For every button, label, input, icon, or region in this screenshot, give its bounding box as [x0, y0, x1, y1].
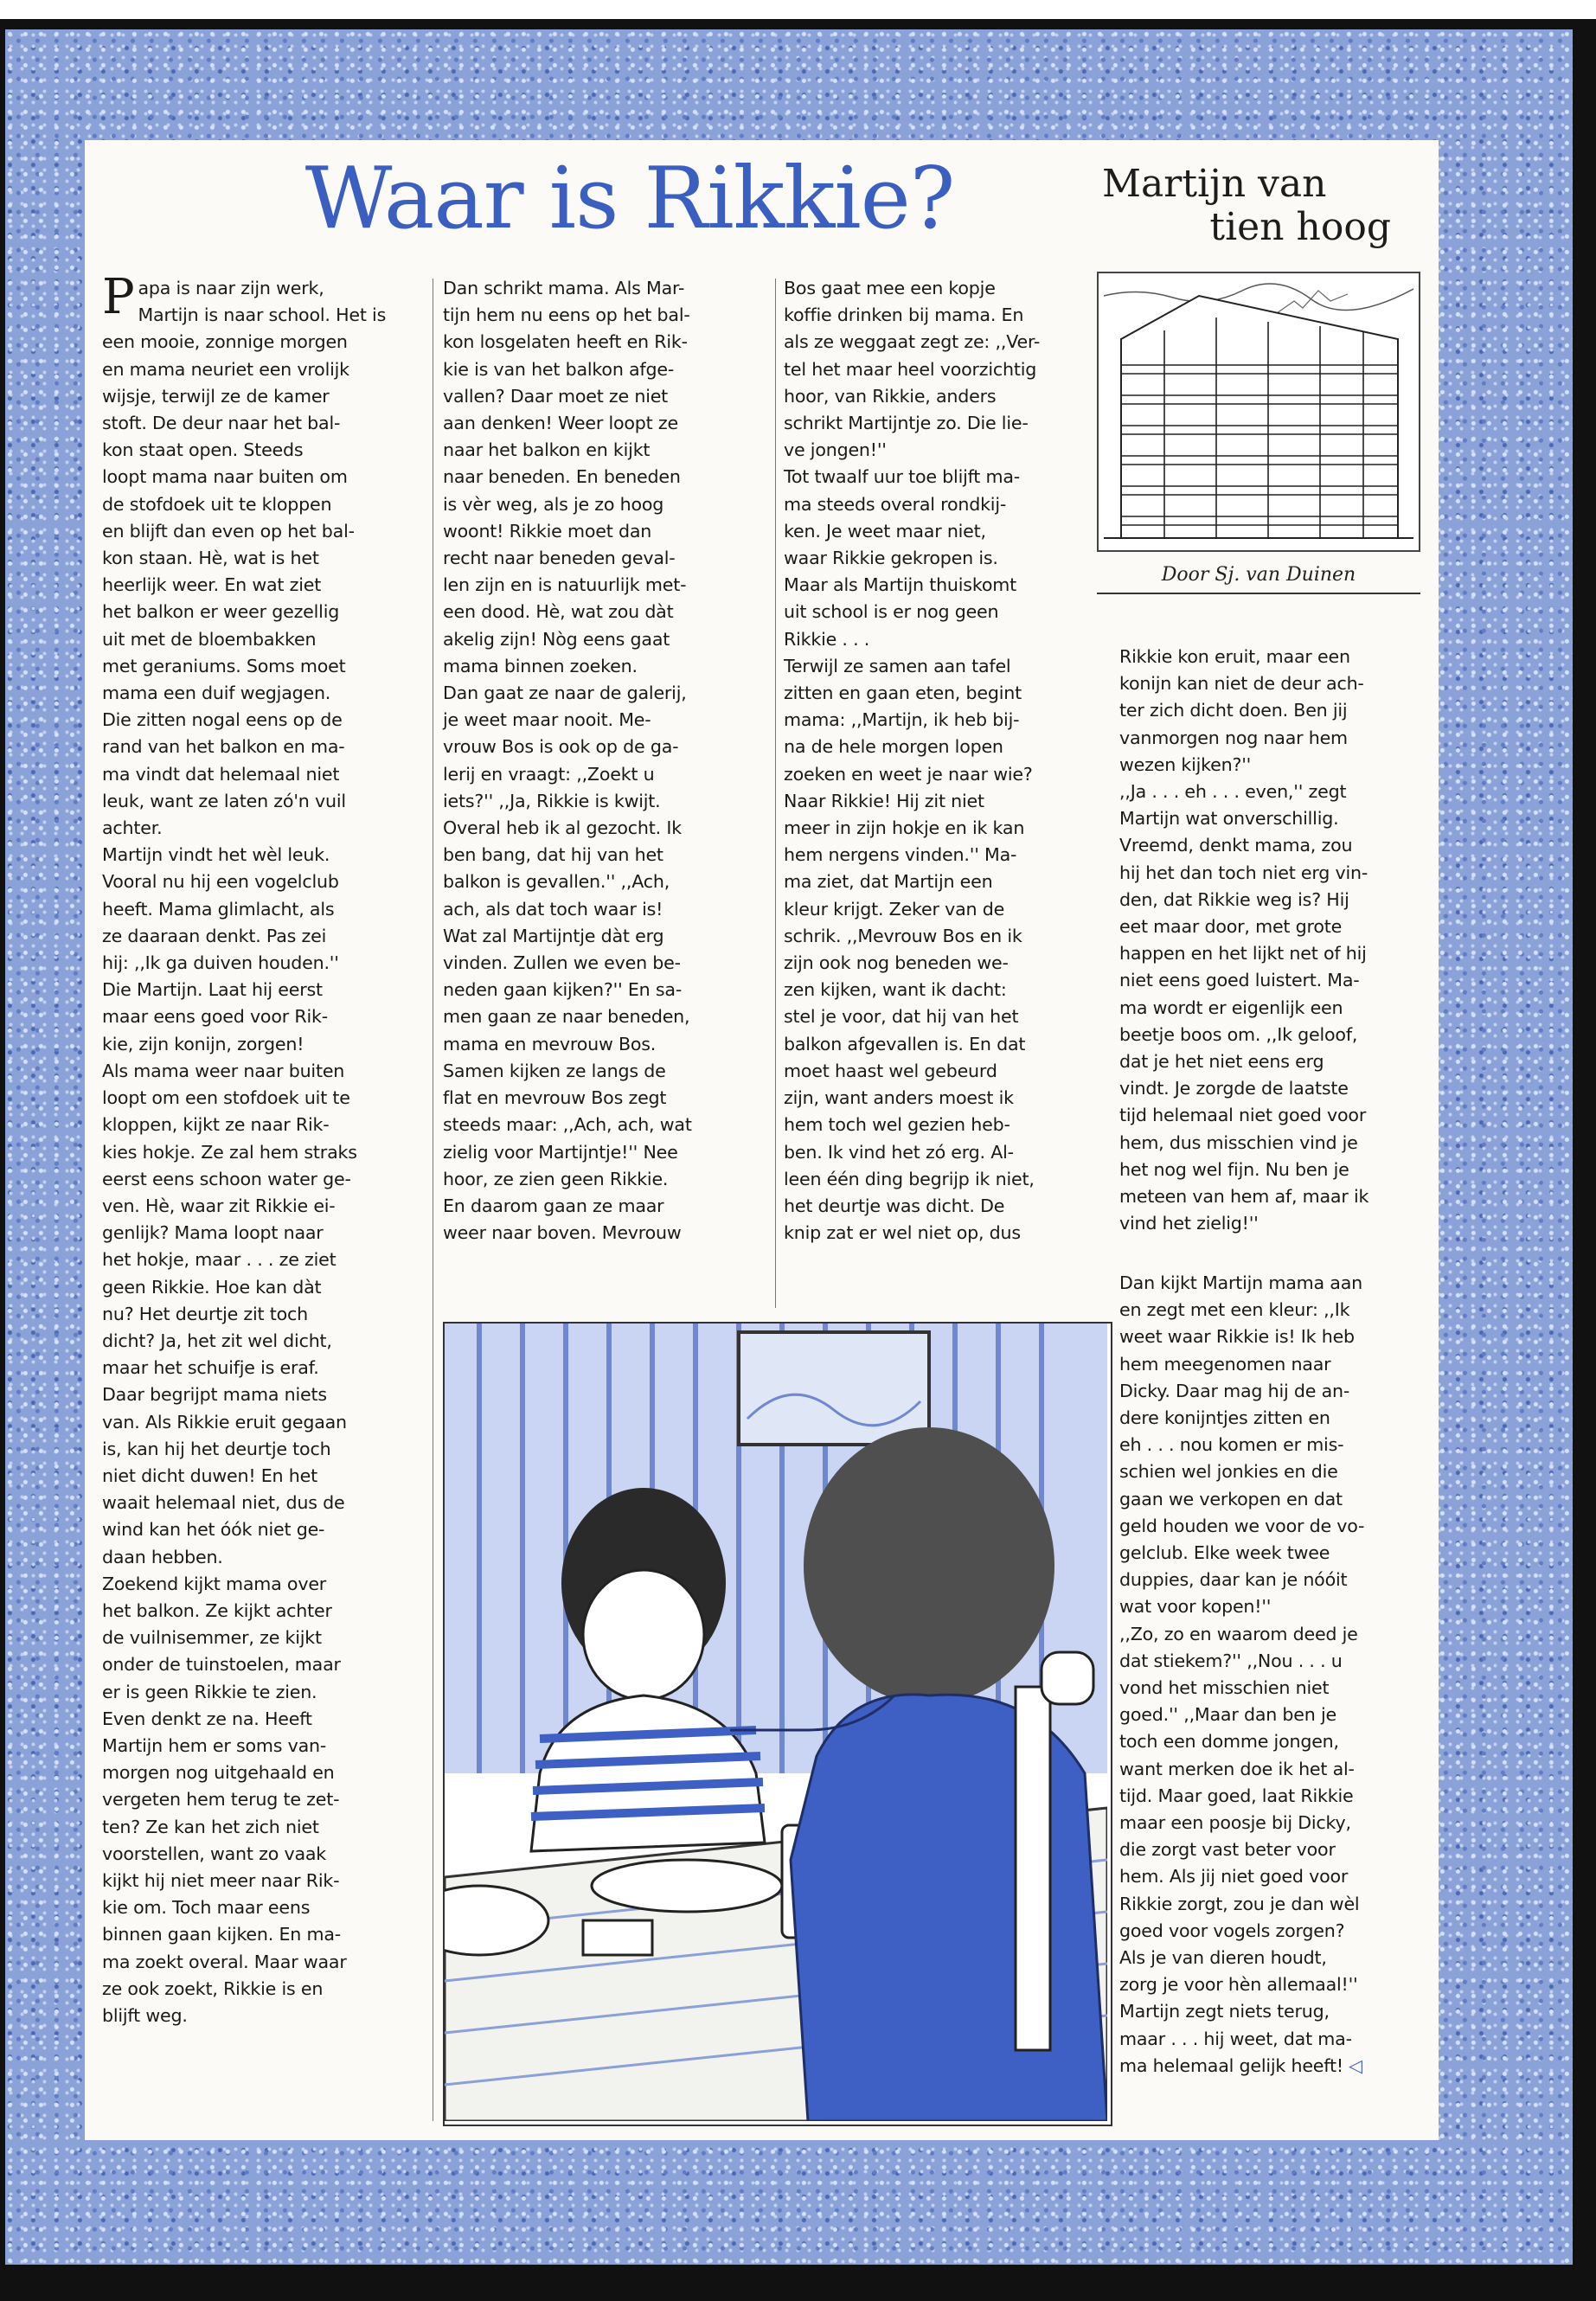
apartment-building-drawing	[1104, 279, 1413, 545]
mother-and-son-drawing	[445, 1324, 1107, 2121]
article-column-1-text: apa is naar zijn werk, Martijn is naar school. Het is een mooie, zonnige morgen en mama neuriet een vrolijk wijsje, terwijl ze de kamer stoft. De deur naar het bal- kon staat open. Steeds loopt mama naar buiten om de stofdoek uit te kloppen en blijft dan even op het bal- kon staan. Hè, wat is het heerlijk weer. En wat ziet het balkon er weer gezellig uit met de bloembakken met geraniums. Soms moet mama een duif wegjagen. Die zitten nogal eens op de rand van het balkon en ma- ma vindt dat helemaal niet leuk, want ze laten zó'n vuil achter. Martijn vindt het wèl leuk. Vooral nu hij een vogelclub heeft. Mama glimlacht, als ze daaraan denkt. Pas zei hij: ,,Ik ga duiven houden.'' Die Martijn. Laat hij eerst maar eens goed voor Rik- kie, zijn konijn, zorgen! Als mama weer naar buiten loopt om een stofdoek uit te kloppen, kijkt ze naar Rik- kies hokje. Ze zal hem straks eerst eens schoon water ge- ven. Hè, waar zit Rikkie ei- genlijk? Mama loopt naar het hokje, maar . . . ze ziet geen Rikkie. Hoe kan dàt nu? Het deurtje zit toch dicht? Ja, het zit wel dicht, maar het schuifje is eraf. Daar begrijpt mama niets van. Als Rikkie eruit gegaan is, kan hij het deurtje toch niet dicht duwen! En het waait helemaal niet, dus de wind kan het óók niet ge- daan hebben. Zoekend kijkt mama over het balkon. Ze kijkt achter de vuilnisemmer, ze kijkt onder de tuinstoelen, maar er is geen Rikkie te zien. Even denkt ze na. Heeft Martijn hem er soms van- morgen nog uitgehaald en vergeten hem terug te zet- ten? Ze kan het zich niet voorstellen, want zo vaak kijkt hij niet meer naar Rik- kie om. Toch maar eens binnen gaan kijken. En ma- ma zoekt overal. Maar waar ze ook zoekt, Rikkie is en blijft weg.	[102, 278, 387, 2026]
series-heading	[1080, 163, 1391, 249]
article-column-1	[102, 269, 422, 2029]
series-heading-line1: Martijn van	[1102, 162, 1327, 206]
article-column-4-continued	[1119, 1270, 1413, 2080]
apartment-building-illustration	[1097, 272, 1420, 552]
kitchen-table-illustration	[443, 1322, 1112, 2126]
article-panel	[85, 140, 1439, 2140]
column-rule	[775, 279, 776, 1308]
article-title: Waar is Rikkie?	[304, 150, 955, 248]
article-column-2: Dan schrikt mama. Als Mar- tijn hem nu eens op het bal- kon losgelaten heeft en Rik- kie is van het balkon afge- vallen? Daar moet ze niet aan denken! Weer loopt ze naar het balkon en kijkt naar beneden. En beneden is vèr weg, als je zo hoog woont! Rikkie moet dan recht naar beneden geval- len zijn en is natuurlijk met- een dood. Hè, wat zou dàt akelig zijn! Nòg eens gaat mama binnen zoeken. Dan gaat ze naar de galerij, je weet maar nooit. Me- vrouw Bos is ook op de ga- lerij en vraagt: ,,Zoekt u iets?'' ,,Ja, Rikkie is kwijt. Overal heb ik al gezocht. Ik ben bang, dat hij van het balkon is gevallen.'' ,,Ach, ach, als dat toch waar is! Wat zal Martijntje dàt erg vinden. Zullen we even be- neden gaan kijken?'' En sa- men gaan ze naar beneden, mama en mevrouw Bos. Samen kijken ze langs de flat en mevrouw Bos zegt steeds maar: ,,Ach, ach, wat zielig voor Martijntje!'' Nee hoor, ze zien geen Rikkie. En daarom gaan ze maar weer naar boven. Mevrouw	[443, 278, 692, 1244]
drop-cap: P	[102, 269, 135, 325]
series-heading-line2: tien hoog	[1209, 205, 1391, 249]
scan-border-top	[0, 19, 1596, 29]
end-of-article-icon: ◁	[1349, 2054, 1362, 2076]
article-column-4: Rikkie kon eruit, maar een konijn kan niet de deur ach- ter zich dicht doen. Ben jij vanmorgen nog naar hem wezen kijken?'' ,,Ja . . . eh . . . even,'' zegt Martijn wat onverschillig. Vreemd, denkt mama, zou hij het dan toch niet erg vin- den, dat Rikkie weg is? Hij eet maar door, met grote happen en het lijkt net of hij niet eens goed luistert. Ma- ma wordt er eigenlijk een beetje boos om. ,,Ik geloof, dat je het niet eens erg vindt. Je zorgde de laatste tijd helemaal niet goed voor hem, dus misschien vind je het nog wel fijn. Nu ben je meteen van hem af, maar ik vind het zielig!''	[1119, 646, 1369, 1234]
scan-border-right	[1573, 19, 1596, 2301]
article-column-3: Bos gaat mee een kopje koffie drinken bij mama. En als ze weggaat zegt ze: ,,Ver- tel het maar heel voorzichtig hoor, van Rikkie, anders schrikt Martijntje zo. Die lie- ve jongen!'' Tot twaalf uur toe blijft ma- ma steeds overal rondkij- ken. Je weet maar niet, waar Rikkie gekropen is. Maar als Martijn thuiskomt uit school is er nog geen Rikkie . . . Terwijl ze samen aan tafel zitten en gaan eten, begint mama: ,,Martijn, ik heb bij- na de hele morgen lopen zoeken en weet je naar wie? Naar Rikkie! Hij zit niet meer in zijn hokje en ik kan hem nergens vinden.'' Ma- ma ziet, dat Martijn een kleur krijgt. Zeker van de schrik. ,,Mevrouw Bos en ik zijn ook nog beneden we- zen kijken, want ik dacht: stel je voor, dat hij van het balkon afgevallen is. En dat moet haast wel gebeurd zijn, want anders moest ik hem toch wel gezien heb- ben. Ik vind het zó erg. Al- leen één ding begrijp ik niet, het deurtje was dicht. De knip zat er wel niet op, dus	[784, 278, 1041, 1244]
author-byline: Door Sj. van Duinen	[1097, 564, 1420, 594]
scan-border-bottom	[0, 2265, 1596, 2301]
magazine-page	[5, 29, 1573, 2265]
article-column-4-continued-text: Dan kijkt Martijn mama aan en zegt met een kleur: ,,Ik weet waar Rikkie is! Ik heb hem meegenomen naar Dicky. Daar mag hij de an- dere konijntjes zitten en eh . . . nou komen er mis- schien wel jonkies en die gaan we verkopen en dat geld houden we voor de vo- gelclub. Elke week twee duppies, daar kan je nóóit wat voor kopen!'' ,,Zo, zo en waarom deed je dat stiekem?'' ,,Nou . . . u vond het misschien niet goed.'' ,,Maar dan ben je toch een domme jongen, want merken doe ik het al- tijd. Maar goed, laat Rikkie maar een poosje bij Dicky, die zorgt vast beter voor hem. Als jij niet goed voor Rikkie zorgt, zou je dan wèl goed voor vogels zorgen? Als je van dieren houdt, zorg je voor hèn allemaal!'' Martijn zegt niets terug, maar . . . hij weet, dat ma- ma helemaal gelijk heeft!	[1119, 1272, 1365, 2076]
